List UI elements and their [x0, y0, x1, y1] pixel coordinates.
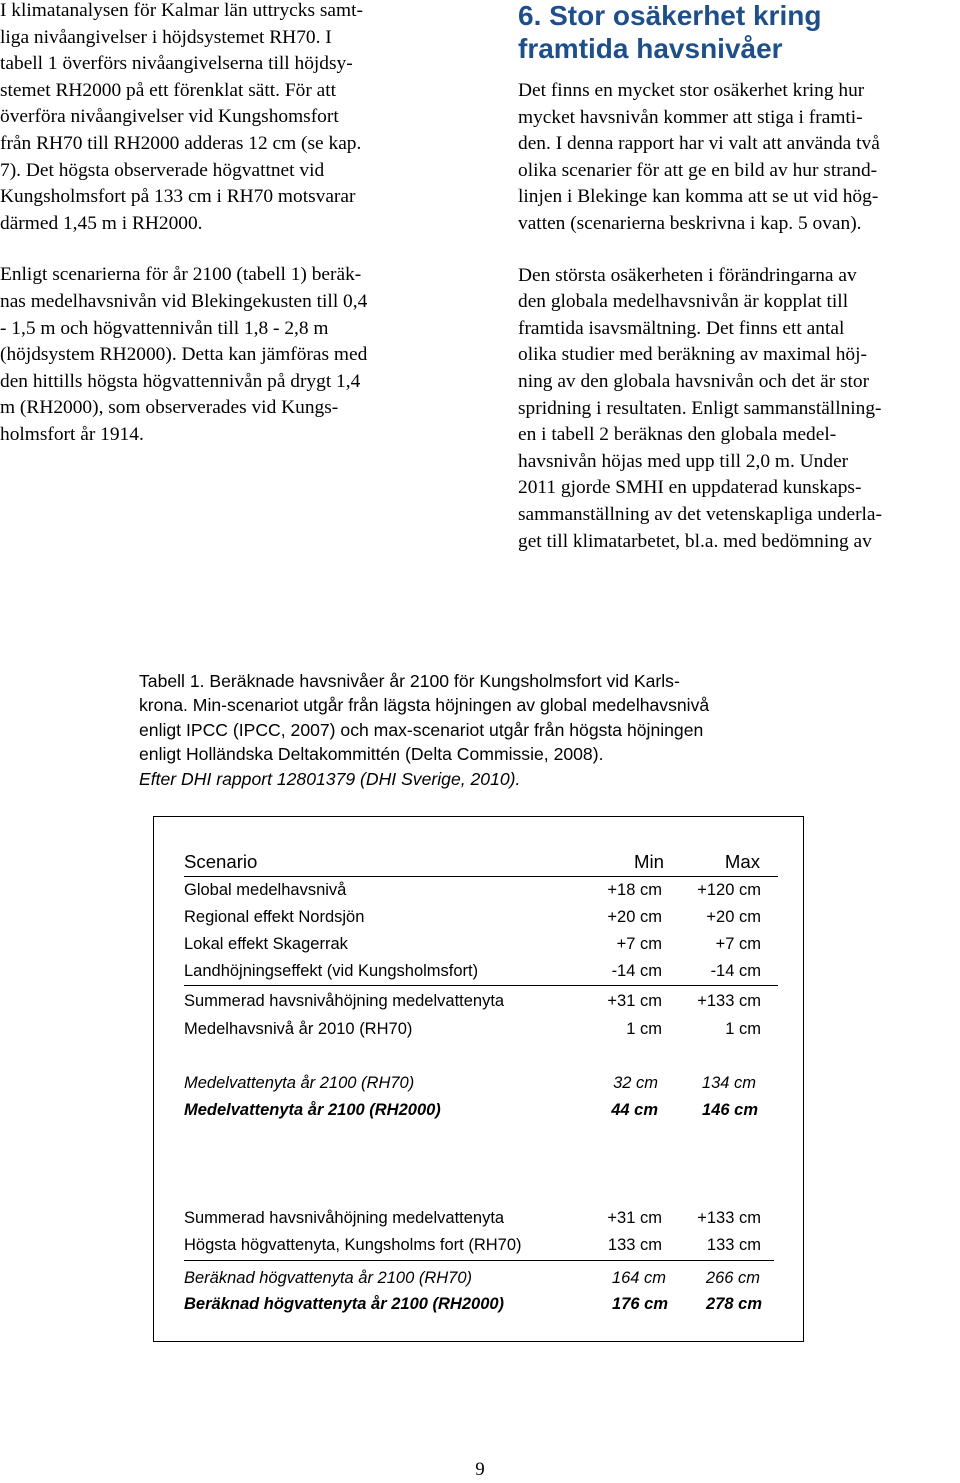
row-scenario: Beräknad högvattenyta år 2100 (RH2000) [184, 1295, 505, 1313]
table-row [184, 1292, 774, 1316]
row-max: +20 cm [706, 908, 761, 926]
left-column [0, 0, 446, 449]
row-max: +120 cm [697, 881, 761, 899]
right-paragraph-2: Den största osäkerheten i förändringarna av den globala medelhavsnivån är kopplat till framtida isavsmältning. Det finns ett antal olika studier med beräkning av maximal höj- ning av den globala havsnivån och det är stor spridning i resultaten. Enligt sammanställning- en i tabell 2 beräknas den globala medel- havsnivån höjas med upp till 2,0 m. Under 2011 gjorde SMHI en uppdaterad kunskaps- sammanställning av det vetenskapliga underla- get till klimatarbetet, bl.a. med bedömning av [518, 264, 883, 552]
row-scenario: Medelvattenyta år 2100 (RH2000) [184, 1101, 441, 1119]
row-min: 133 cm [607, 1236, 662, 1254]
row-scenario: Högsta högvattenyta, Kungsholms fort (RH70) [184, 1236, 522, 1254]
row-scenario: Regional effekt Nordsjön [184, 908, 365, 926]
table-source: Efter DHI rapport 12801379 (DHI Sverige, 2010). [139, 768, 521, 789]
row-max: 278 cm [706, 1295, 762, 1313]
page-number: 9 [475, 1459, 485, 1480]
group-rule [184, 985, 778, 986]
row-max: 134 cm [701, 1074, 756, 1092]
row-max: +7 cm [715, 935, 761, 953]
table-caption [139, 669, 843, 791]
table-row [184, 1017, 774, 1041]
row-max: 146 cm [702, 1101, 758, 1119]
header-scenario: Scenario [184, 851, 258, 872]
row-min: +18 cm [607, 881, 662, 899]
row-min: -14 cm [611, 962, 662, 980]
group-rule [184, 1260, 774, 1261]
row-max: +133 cm [697, 992, 761, 1010]
section-heading: 6. Stor osäkerhet kring framtida havsnivåer [518, 0, 822, 64]
table-row [184, 878, 774, 902]
row-min: +31 cm [607, 992, 662, 1010]
row-scenario: Medelvattenyta år 2100 (RH70) [184, 1074, 415, 1092]
table-row [184, 1071, 774, 1095]
row-min: 164 cm [611, 1269, 666, 1287]
header-max: Max [724, 851, 760, 872]
left-paragraph-1: I klimatanalysen för Kalmar län uttrycks samt- liga nivåangivelser i höjdsystemet RH70. I tabell 1 överförs nivåangivelserna till höjdsy- stemet RH2000 på ett förenklat sätt. För att överföra nivåangivelser vid Kungshomsfort från RH70 till RH2000 adderas 12 cm (se kap. 7). Det högsta observerade högvattnet vid Kungsholmsfort på 133 cm i RH70 motsvarar därmed 1,45 m i RH2000. [0, 0, 363, 234]
row-scenario: Summerad havsnivåhöjning medelvattenyta [184, 992, 505, 1010]
table-row [184, 905, 774, 929]
row-scenario: Lokal effekt Skagerrak [184, 935, 348, 953]
table-row [184, 1206, 774, 1230]
right-column [518, 78, 960, 555]
row-min: +31 cm [607, 1209, 662, 1227]
row-max: 266 cm [705, 1269, 760, 1287]
table-row [184, 932, 774, 956]
row-scenario: Landhöjningseffekt (vid Kungsholmsfort) [184, 962, 479, 980]
row-max: 133 cm [706, 1236, 761, 1254]
table-row [184, 959, 774, 983]
table-row [184, 1098, 774, 1122]
row-scenario: Medelhavsnivå år 2010 (RH70) [184, 1020, 413, 1038]
row-scenario: Beräknad högvattenyta år 2100 (RH70) [184, 1269, 473, 1287]
row-min: 1 cm [626, 1020, 662, 1038]
row-min: 44 cm [611, 1101, 658, 1119]
header-rule [184, 876, 778, 877]
row-max: -14 cm [710, 962, 761, 980]
table-row [184, 1266, 774, 1290]
row-min: 176 cm [612, 1295, 668, 1313]
row-max: +133 cm [697, 1209, 761, 1227]
row-min: +7 cm [616, 935, 662, 953]
table-header-row [184, 850, 774, 874]
right-paragraph-1: Det finns en mycket stor osäkerhet kring hur mycket havsnivån kommer att stiga i framti- den. I denna rapport har vi valt att använda två olika scenarier för att ge en bild av hur strand- linjen i Blekinge kan komma att se ut vid hög- vatten (scenarierna beskrivna i kap. 5 ovan). [518, 80, 880, 234]
row-max: 1 cm [725, 1020, 761, 1038]
row-min: 32 cm [613, 1074, 658, 1092]
table-row [184, 1233, 774, 1257]
table-caption-text: Tabell 1. Beräknade havsnivåer år 2100 för Kungsholmsfort vid Karls- krona. Min-scenariot utgår från lägsta höjningen av global medelhavsnivå enligt IPCC (IPCC, 2007) och max-scenariot utgår från högsta höjningen enligt Holländska Deltakommittén (Delta Commissie, 2008). [139, 671, 710, 765]
row-scenario: Global medelhavsnivå [184, 881, 347, 899]
left-paragraph-2: Enligt scenarierna för år 2100 (tabell 1) beräk- nas medelhavsnivån vid Blekingekusten till 0,4 - 1,5 m och högvattennivån till 1,8 - 2,8 m (höjdsystem RH2000). Detta kan jämföras med den hittills högsta högvattennivån på drygt 1,4 m (RH2000), som observerades vid Kungs- holmsfort år 1914. [0, 264, 368, 445]
row-min: +20 cm [607, 908, 662, 926]
header-min: Min [634, 851, 664, 872]
table-row [184, 989, 774, 1013]
row-scenario: Summerad havsnivåhöjning medelvattenyta [184, 1209, 505, 1227]
